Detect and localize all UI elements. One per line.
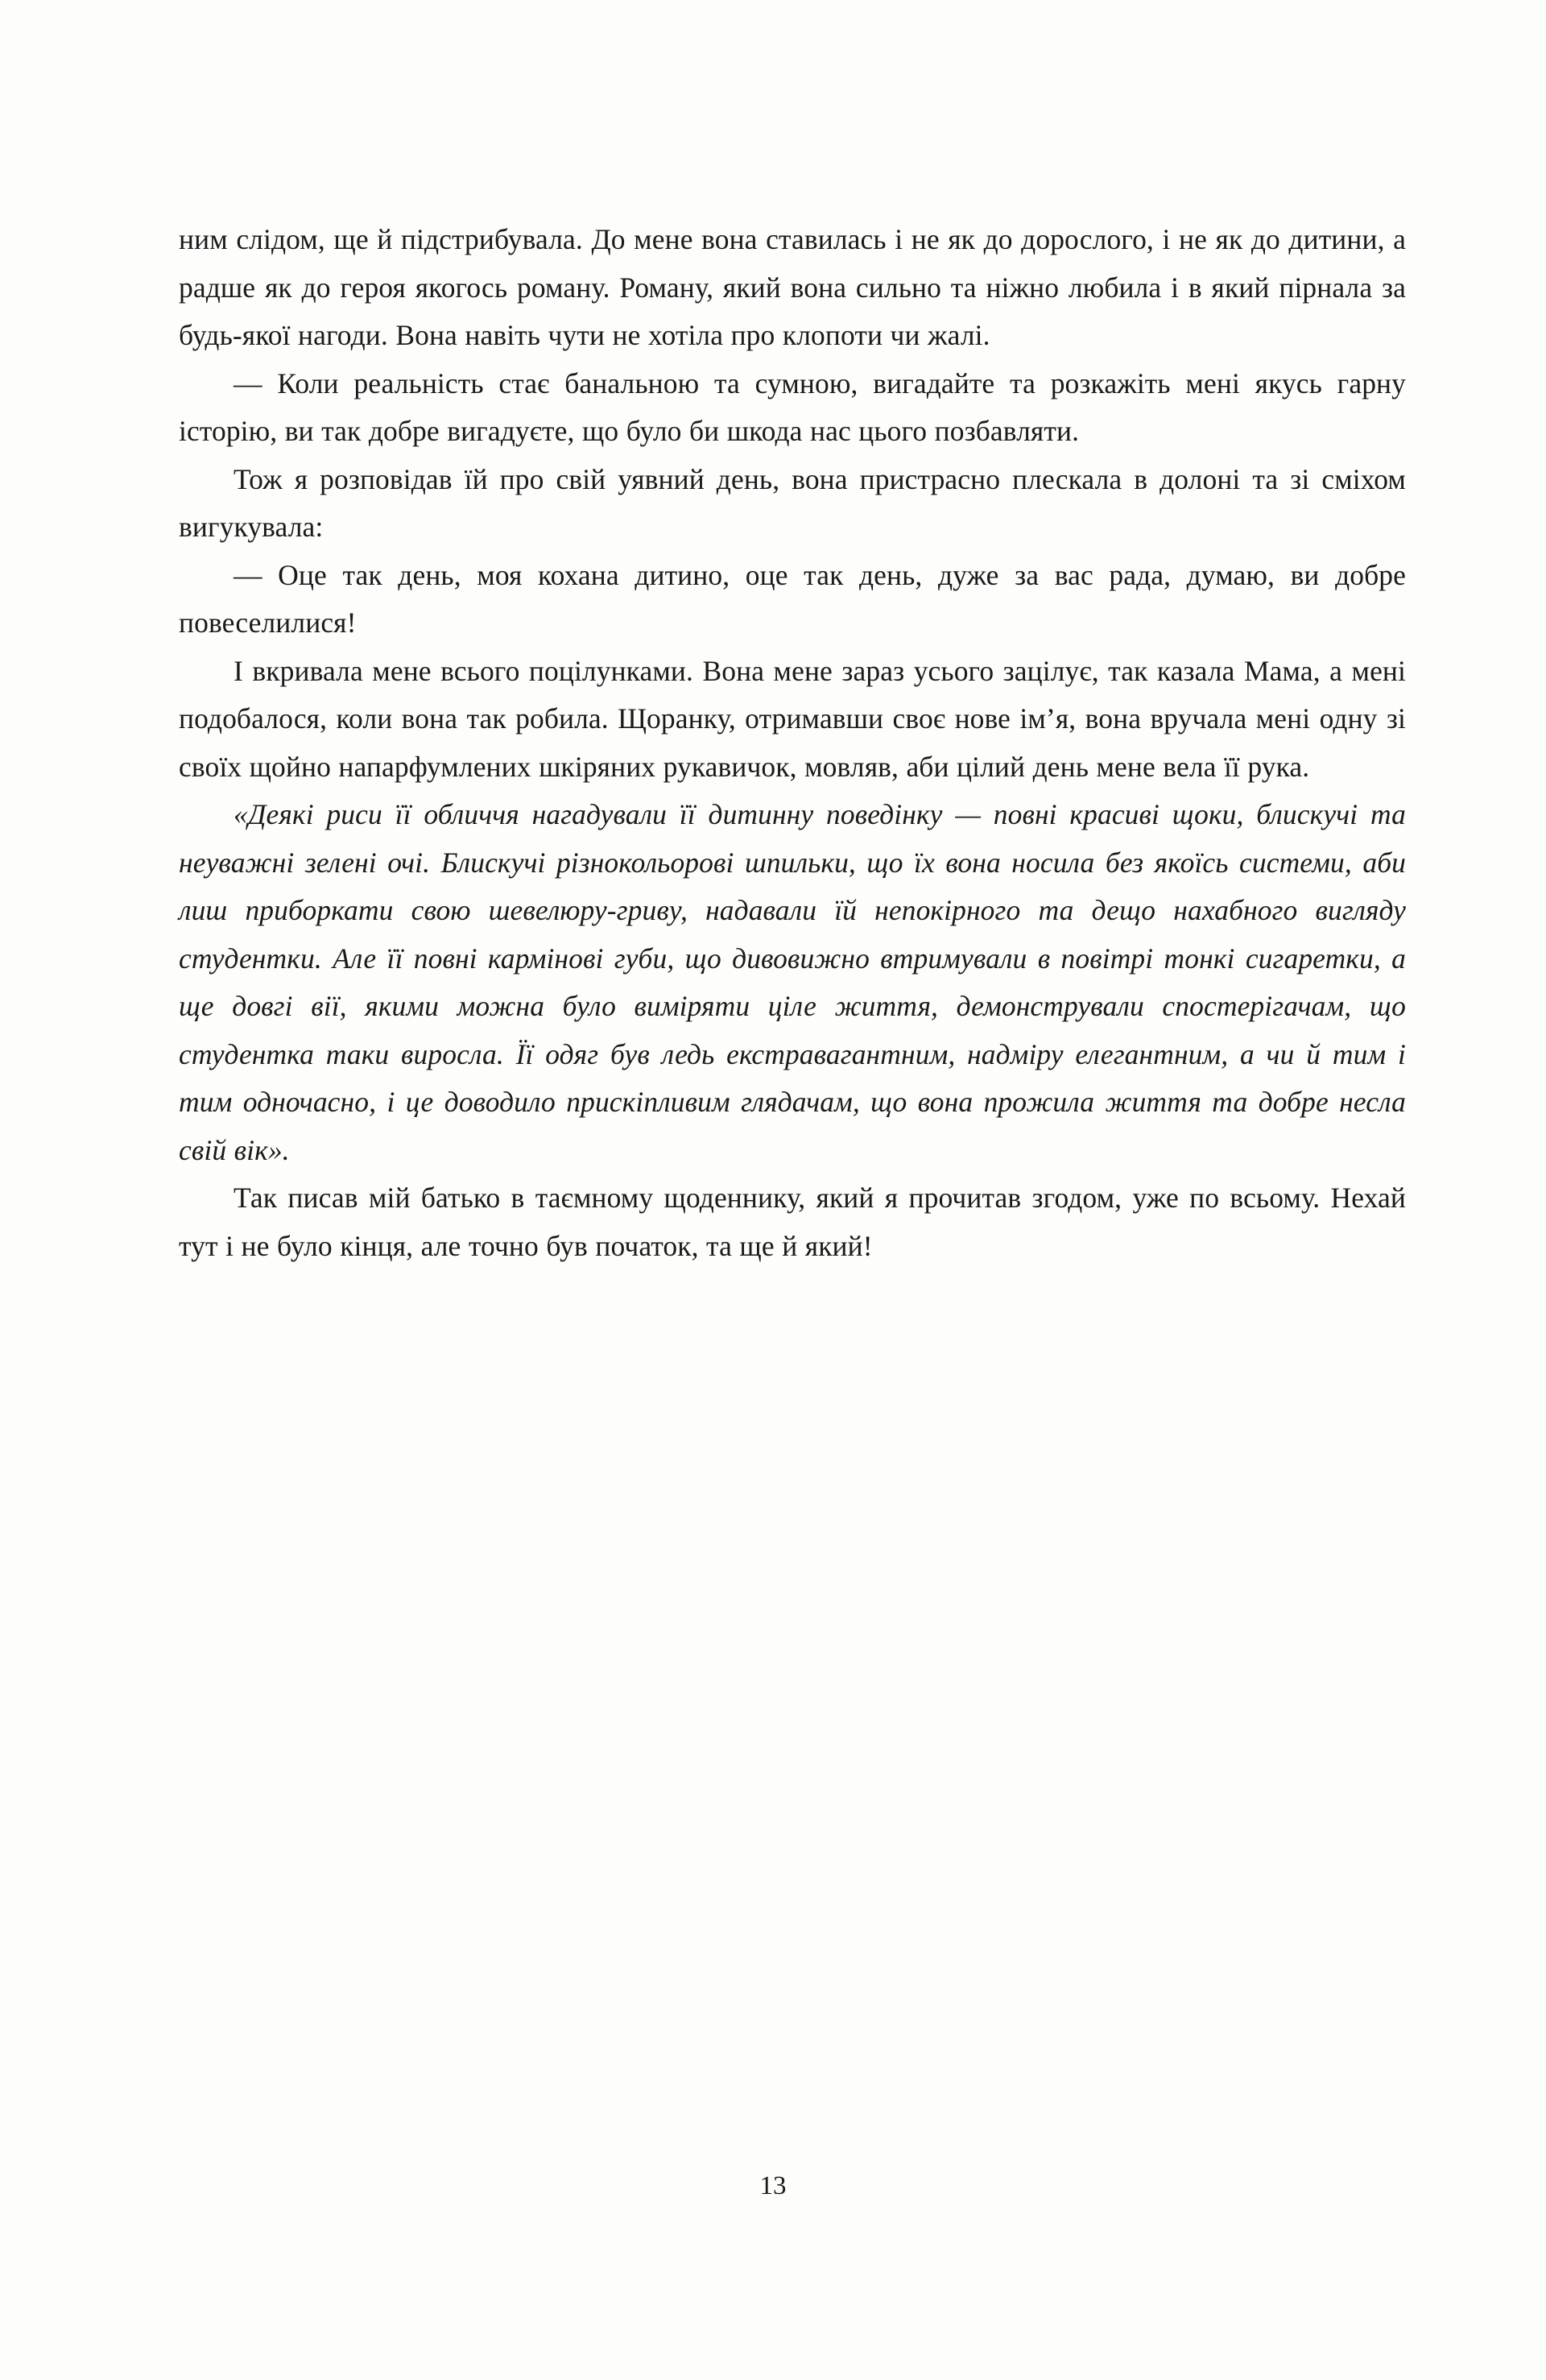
paragraph-1: ним слідом, ще й підстрибувала. До мене вона ставилась і не як до дорослого, і не як до дитини, а радше як до героя якогось роману. Роману, який вона сильно та ніжно любила і в який пірнала за будь-якої нагоди. Вона навіть чути не хотіла про клопоти чи жалі.	[179, 223, 1406, 351]
paragraph-2: — Коли реальність стає банальною та сумною, вигадайте та розкажіть мені якусь гарну історію, ви так добре вигадуєте, що було би шкода нас цього позбавляти.	[179, 366, 1406, 447]
paragraph-4: — Оце так день, моя кохана дитино, оце так день, дуже за вас рада, думаю, ви добре повеселилися!	[179, 558, 1406, 639]
paragraph-5: І вкривала мене всього поцілунками. Вона мене зараз усього зацілує, так казала Мама, а мені подобалося, коли вона так робила. Щоранку, отримавши своє нове ім’я, вона вручала мені одну зі своїх щойно напарфумлених шкіряних рукавичок, мовляв, аби цілий день мене вела її рука.	[179, 654, 1406, 783]
page-number: 13	[759, 2171, 787, 2200]
paragraph-3: Тож я розповідав їй про свій уявний день, вона пристрасно плескала в долоні та зі сміхом вигукувала:	[179, 462, 1406, 543]
paragraph-7: Так писав мій батько в таємному щоденнику, який я прочитав згодом, уже по всьому. Нехай тут і не було кінця, але точно був початок, та ще й який!	[179, 1182, 1406, 1262]
paragraph-6-diary-quote: «Деякі риси її обличчя нагадували її дитинну поведінку — повні красиві щоки, блискучі та неуважні зелені очі. Блискучі різнокольорові шпильки, що їх вона носила без якоїсь системи, аби лиш приборкати свою шевелюру-гриву, надавали їй непокірного та дещо нахабного вигляду студентки. Але її повні кармінові губи, що дивовижно втримували в повітрі тонкі сигаретки, а ще довгі вії, якими можна було виміряти ціле життя, демонстрували спостерігачам, що студентка таки виросла. Її одяг був ледь екстравагантним, надміру елегантним, а чи й тим і тим одночасно, і це доводило прискіпливим глядачам, що вона прожила життя та добре несла свій вік».	[179, 798, 1406, 1166]
page-text-block	[179, 216, 1406, 1270]
